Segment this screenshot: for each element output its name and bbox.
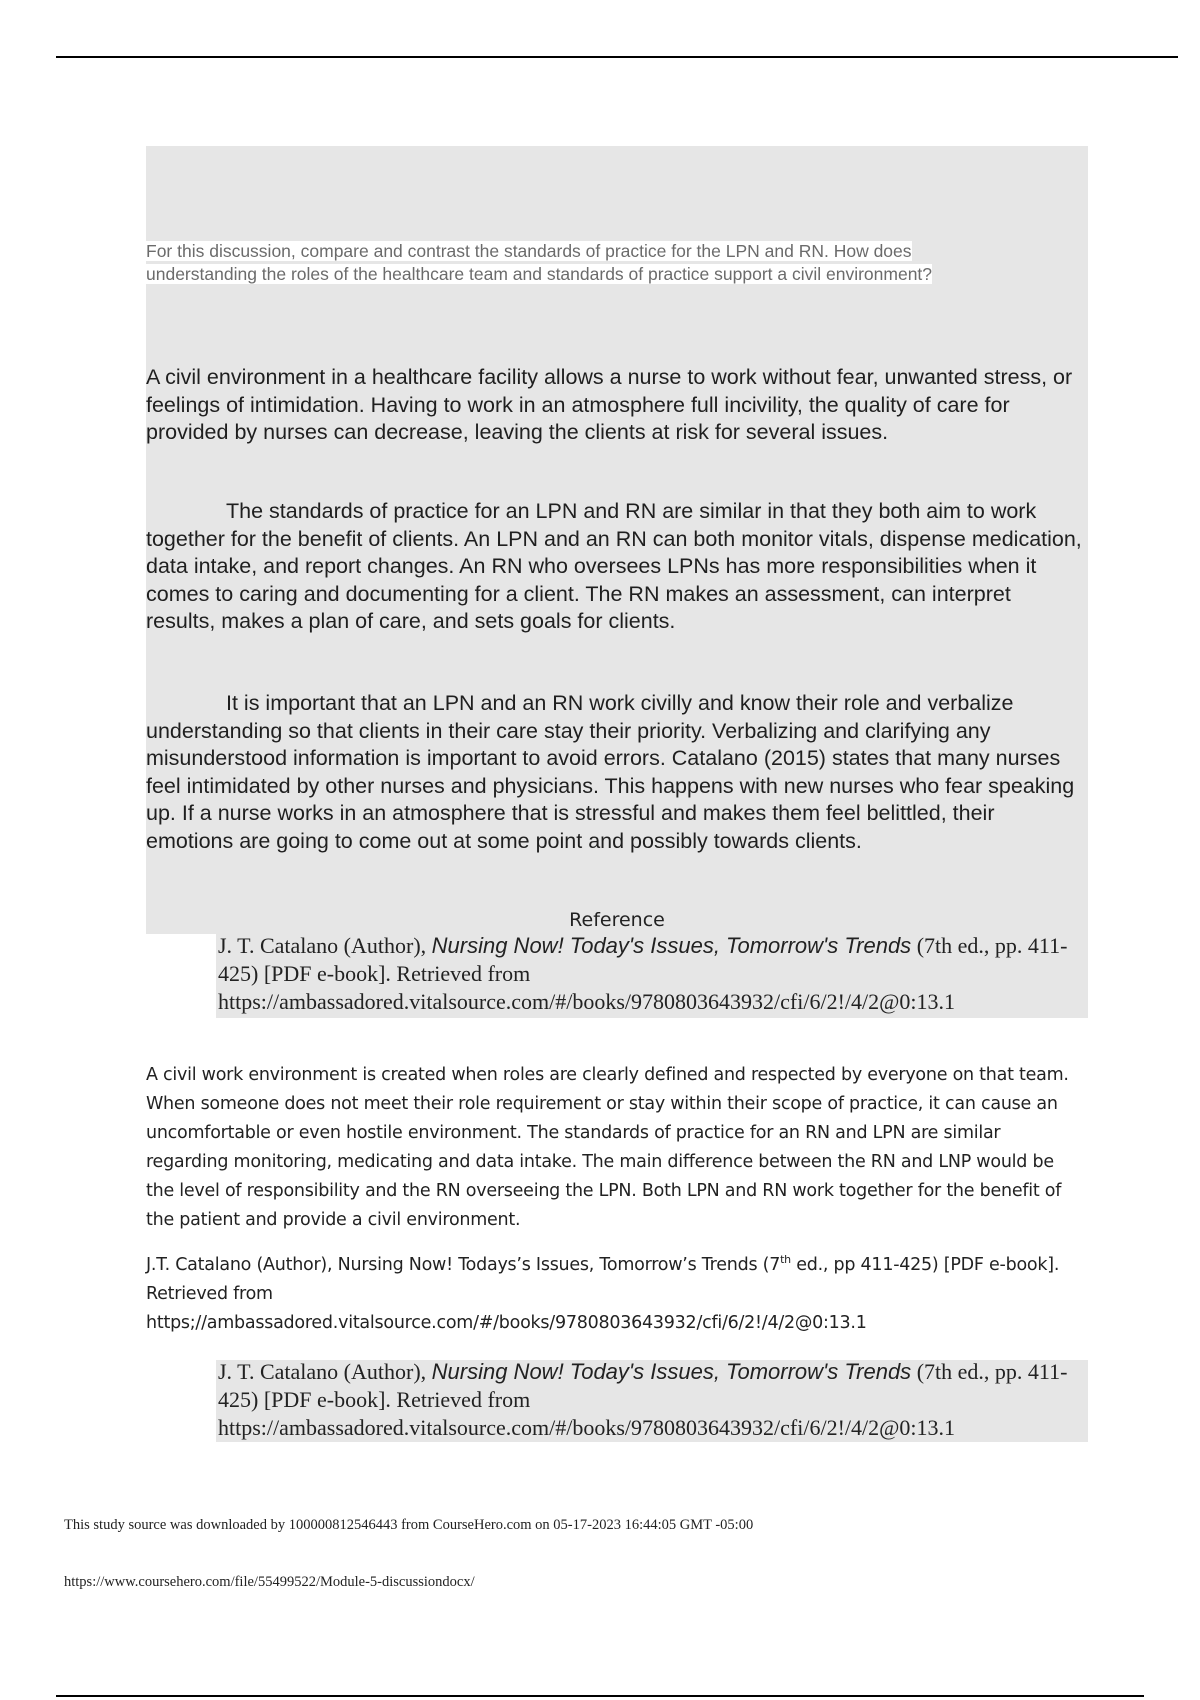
reference-author: J. T. Catalano (Author), [218, 933, 432, 958]
prompt-line-2: understanding the roles of the healthcare team and standards of practice support a civil environment? [146, 264, 933, 284]
reference-heading: Reference [569, 909, 665, 931]
second-reference-details: (7th ed., pp. 411-425) [PDF e-book]. Retrieved from [218, 1359, 1068, 1412]
reply-citation-text: J.T. Catalano (Author), Nursing Now! Todays’s Issues, Tomorrow’s Trends (7 [146, 1255, 781, 1275]
reply-citation-details: ed., pp 411-425) [PDF e-book]. Retrieved from [146, 1255, 1060, 1304]
second-reference-title: Nursing Now! Today's Issues, Tomorrow's Trends [431, 1359, 912, 1384]
reply-citation-url: https;//ambassadored.vitalsource.com/#/books/9780803643932/cfi/6/2!/4/2@0:13.1 [146, 1313, 867, 1333]
post-paragraph-2: The standards of practice for an LPN and RN are similar in that they both aim to work together for the benefit of clients. An LPN and an RN can both monitor vitals, dispense medication, data intake, and report changes. An RN who oversees LPNs has more responsibilities when it comes to caring and documenting for a client. The RN makes an assessment, can interpret results, makes a plan of care, and sets goals for clients. [146, 499, 1082, 634]
reference-url: https://ambassadored.vitalsource.com/#/books/9780803643932/cfi/6/2!/4/2@0:13.1 [218, 989, 955, 1014]
second-reference-url: https://ambassadored.vitalsource.com/#/books/9780803643932/cfi/6/2!/4/2@0:13.1 [218, 1415, 955, 1440]
reference-title: Nursing Now! Today's Issues, Tomorrow's Trends [431, 933, 912, 958]
reply-citation [146, 1251, 1086, 1338]
reply-paragraph: A civil work environment is created when roles are clearly defined and respected by everyone on that team. When someone does not meet their role requirement or stay within their scope of practice, it can cause an uncomfortable or even hostile environment. The standards of practice for an RN and LPN are similar regarding monitoring, medicating and data intake. The main difference between the RN and LNP would be the level of responsibility and the RN overseeing the LPN. Both LPN and RN work together for the benefit of the patient and provide a civil environment. [146, 1065, 1069, 1230]
reference-details: (7th ed., pp. 411-425) [PDF e-book]. Retrieved from [218, 933, 1068, 986]
download-notice: This study source was downloaded by 100000812546443 from CourseHero.com on 05-17-2023 16:44:05 GMT -05:00 [64, 1517, 754, 1533]
post-paragraph-3: It is important that an LPN and an RN work civilly and know their role and verbalize understanding so that clients in their care stay their priority. Verbalizing and clarifying any misunderstood information is important to avoid errors. Catalano (2015) states that many nurses feel intimidated by other nurses and physicians. This happens with new nurses who fear speaking up. If a nurse works in an atmosphere that is stressful and makes them feel belittled, their emotions are going to come out at some point and possibly towards clients. [146, 691, 1075, 853]
post-paragraph-1: A civil environment in a healthcare facility allows a nurse to work without fear, unwanted stress, or feelings of intimidation. Having to work in an atmosphere full incivility, the quality of care for provided by nurses can decrease, leaving the clients at risk for several issues. [146, 365, 1073, 445]
source-url[interactable]: https://www.coursehero.com/file/55499522/Module-5-discussiondocx/ [64, 1574, 475, 1590]
prompt-line-1: For this discussion, compare and contrast the standards of practice for the LPN and RN. How does [146, 241, 912, 261]
second-reference-author: J. T. Catalano (Author), [218, 1359, 432, 1384]
discussion-prompt [146, 240, 1066, 286]
reference-entry [218, 932, 1086, 1016]
reply-citation-superscript: th [780, 1253, 791, 1267]
second-reference-entry [218, 1358, 1086, 1442]
top-rule [56, 56, 1178, 58]
bottom-rule [56, 1695, 1144, 1697]
